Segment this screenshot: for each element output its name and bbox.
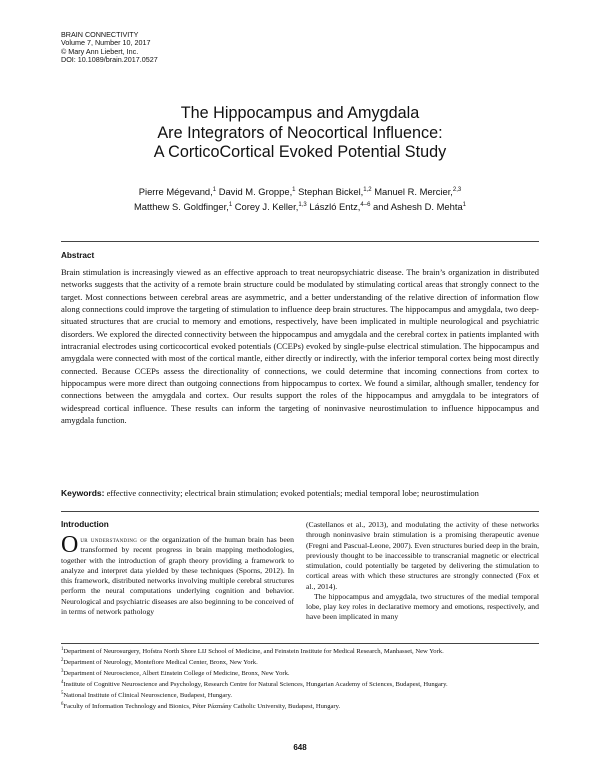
drop-cap: O <box>61 532 79 558</box>
author-name: László Entz, <box>309 200 361 212</box>
footnote-number: 3 <box>61 669 64 675</box>
footnote-number: 2 <box>61 658 64 664</box>
journal-header <box>61 31 158 65</box>
doi-line: DOI: 10.1089/brain.2017.0527 <box>61 55 158 65</box>
footnote-item <box>61 668 539 679</box>
author-list <box>0 184 600 213</box>
footnote-text: Department of Neuroscience, Albert Einstein College of Medicine, Bronx, New York. <box>63 670 290 678</box>
footnote-number: 5 <box>61 691 64 697</box>
intro-right-text-1: (Castellanos et al., 2013), and modulating the activity of these networks through noninvasive brain stimulation is a promising therapeutic avenue (Fregni and Pascual-Leone, 2007). Even structures buried deep in the brain, previously thought to be inaccessible to transcranial magnetic or electrical stimulation, could potentially be targeted by delivering the stimulation to cortical areas with which these structures are strongly connected (Fox et al., 2014). <box>306 520 539 591</box>
author-name: David M. Groppe, <box>218 186 293 198</box>
author-affiliation: 4–6 <box>360 201 371 208</box>
journal-name: BRAIN CONNECTIVITY <box>61 30 139 39</box>
intro-heading: Introduction <box>61 520 109 529</box>
keywords-label: Keywords: <box>61 488 105 498</box>
abstract-bottom-rule <box>61 511 539 512</box>
column-right <box>306 520 539 623</box>
footnote-text: Faculty of Information Technology and Bionics, Péter Pázmány Catholic University, Budapest, Hungary. <box>63 703 341 711</box>
title-line-3: A CorticoCortical Evoked Potential Study <box>153 143 447 161</box>
affiliation-footnotes <box>61 646 539 713</box>
intro-right-text-2: The hippocampus and amygdala, two structures of the medial temporal lobe, play key roles in declarative memory and emotions, respectively, and have been implicated in many <box>306 591 539 622</box>
author-affiliation: 1,3 <box>298 201 307 208</box>
column-left <box>61 520 294 617</box>
footnote-item <box>61 646 539 657</box>
page-number: 648 <box>293 743 307 752</box>
author-affiliation: 2,3 <box>452 187 462 193</box>
paper-title <box>0 104 600 163</box>
footnote-number: 6 <box>61 702 64 708</box>
abstract-top-rule <box>61 241 539 242</box>
author-affiliation: 1,2 <box>363 187 372 193</box>
keywords-text: effective connectivity; electrical brain stimulation; evoked potentials; medial temporal lobe; neurostimulation <box>106 488 479 498</box>
author-affiliation: 1 <box>462 201 466 208</box>
footnote-number: 1 <box>61 647 64 652</box>
intro-left-text: the organization of the human brain has been transformed by recent progress in brain mapping methodologies, together with the introduction of graph theory providing a framework to analyze and interpret data yielded by these techniques (Sporns, 2012). In this framework, distributed networks involving multiple cerebral structures perform the neural computations underlying cognition and behavior. Neurological and psychiatric diseases are also beginning to be conceived of in terms of network pathology <box>61 535 294 616</box>
footnote-text: Institute of Cognitive Neuroscience and Psychology, Research Centre for Natural Sciences, Hungarian Academy of Sciences, Budapest, Hungary. <box>63 681 448 689</box>
author-name: Stephan Bickel, <box>298 186 364 198</box>
author-name: Corey J. Keller, <box>234 200 299 212</box>
author-affiliation: 1 <box>292 187 296 193</box>
footnote-item <box>61 701 539 712</box>
title-line-2: Are Integrators of Neocortical Influence: <box>157 123 443 142</box>
abstract-text: Brain stimulation is increasingly viewed as an effective approach to treat neuropsychiatric disease. The brain’s organization in distributed networks suggests that the activity of a remote brain structure could be modulated by stimulating cortical areas that strongly connect to the target. Most connections between cerebral areas are asymmetric, and a better understanding of the relative direction of information flow along connections could improve the targeting of stimulation to influence deep brain structures. The hippocampus and amygdala, two deep-situated structures that are crucial to memory and emotions, respectively, have been implicated in multiple neurological and psychiatric disorders. We explored the directed connectivity between the hippocampus and amygdala and the cerebral cortex in patients implanted with intracranial electrodes using corticocortical evoked potentials (CCEPs) evoked by single-pulse electrical stimulation. The hippocampus and amygdala were connected with most of the cortical mantle, either directly or indirectly, with the inferior temporal cortex being most directly connected. Because CCEPs assess the directionality of connections, we could determine that incoming connections from cortex to hippocampus were more direct than outgoing connections from hippocampus to cortex. We found a similar, although smaller, tendency for connections between the amygdala and cortex. Our results support the roles of the hippocampus and amygdala to be integrators of widespread cortical influence. These results can inform the targeting of noninvasive neurostimulation to influence hippocampus and amygdala function. <box>61 267 539 426</box>
intro-smallcaps: ur understanding of <box>80 535 148 544</box>
author-name: Pierre Mégevand, <box>138 186 213 198</box>
footnote-item <box>61 657 539 668</box>
author-name: Matthew S. Goldfinger, <box>133 200 229 212</box>
footnote-rule <box>61 643 539 644</box>
footnote-text: Department of Neurosurgery, Hofstra North Shore LIJ School of Medicine, and Feinstein Institute for Medical Research, Manhasset, New York. <box>63 648 444 656</box>
footnote-item <box>61 690 539 701</box>
copyright-line: © Mary Ann Liebert, Inc. <box>61 46 139 56</box>
intro-paragraph-1 <box>61 532 294 617</box>
author-affiliation: 1 <box>228 201 233 208</box>
abstract-heading: Abstract <box>61 251 95 260</box>
journal-volume: Volume 7, Number 10, 2017 <box>61 38 151 48</box>
keywords <box>61 487 539 499</box>
footnote-number: 4 <box>61 680 64 686</box>
author-affiliation: 1 <box>212 187 217 193</box>
footnote-item <box>61 679 539 690</box>
title-line-1: The Hippocampus and Amygdala <box>180 104 420 122</box>
footnote-text: National Institute of Clinical Neuroscience, Budapest, Hungary. <box>63 692 232 700</box>
footnote-text: Department of Neurology, Montefiore Medical Center, Bronx, New York. <box>63 659 258 667</box>
author-name: Manuel R. Mercier, <box>374 186 453 198</box>
author-name: and Ashesh D. Mehta <box>373 200 463 212</box>
